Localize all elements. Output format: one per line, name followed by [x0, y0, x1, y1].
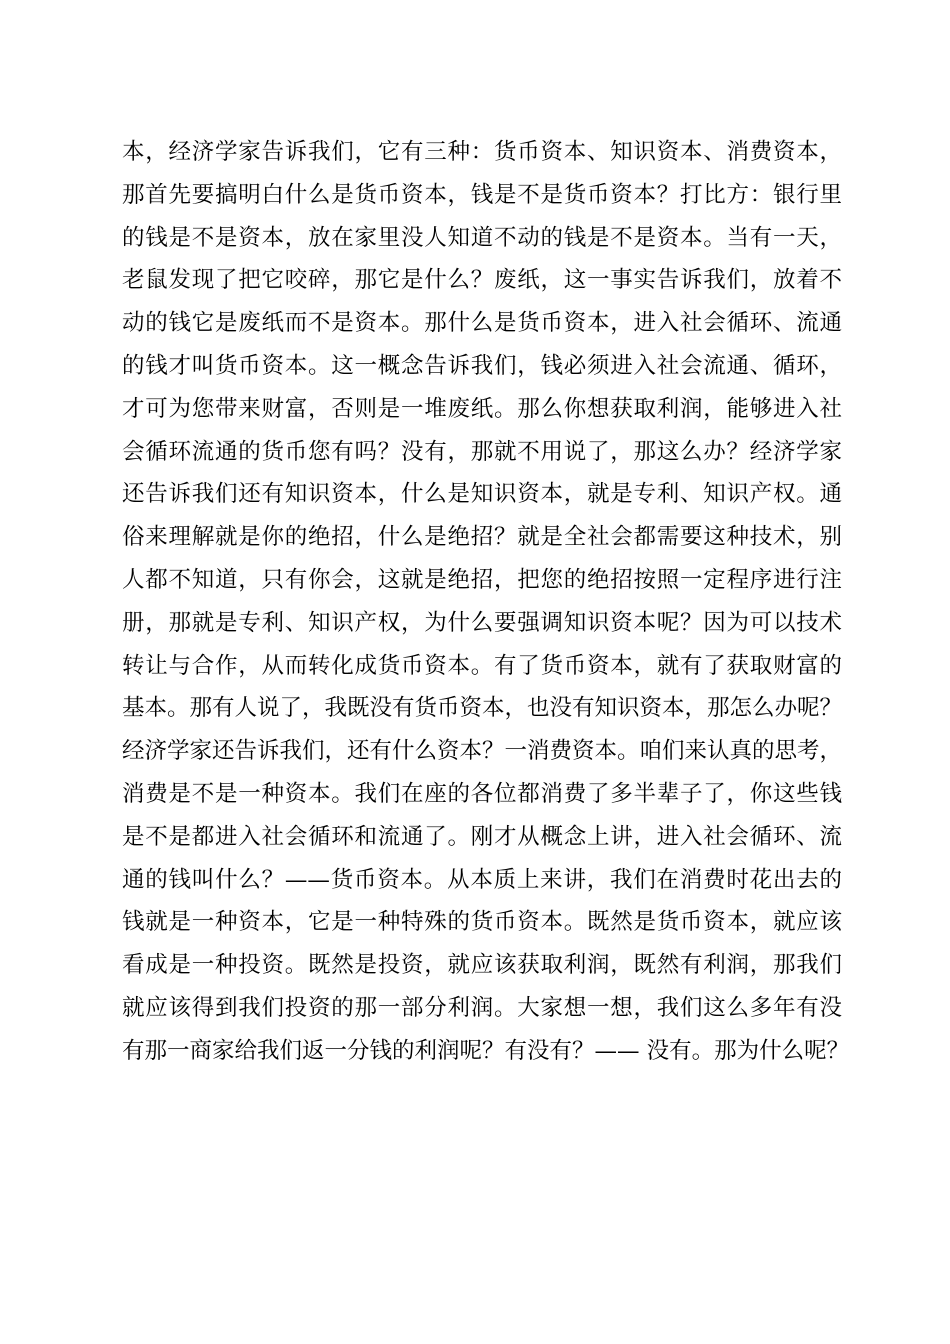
text-line: 册，那就是专利、知识产权，为什么要强调知识资本呢？因为可以技术 — [122, 609, 842, 636]
text-line: 俗来理解就是你的绝招，什么是绝招？就是全社会都需要这种技术，别 — [122, 524, 842, 551]
text-line: 是不是都进入社会循环和流通了。刚才从概念上讲，进入社会循环、流 — [122, 823, 842, 850]
body-paragraph — [122, 131, 850, 1073]
text-line: 经济学家还告诉我们，还有什么资本？一消费资本。咱们来认真的思考， — [122, 738, 843, 765]
text-line: 钱就是一种资本，它是一种特殊的货币资本。既然是货币资本，就应该 — [122, 909, 842, 936]
text-line: 人都不知道，只有你会，这就是绝招，把您的绝招按照一定程序进行注 — [122, 566, 842, 593]
text-line: 那首先要搞明白什么是货币资本，钱是不是货币资本？打比方：银行里 — [122, 181, 842, 208]
text-line: 动的钱它是废纸而不是资本。那什么是货币资本，进入社会循环、流通 — [122, 310, 842, 337]
text-line: 的钱才叫货币资本。这一概念告诉我们，钱必须进入社会流通、循环， — [122, 352, 842, 379]
text-line: 看成是一种投资。既然是投资，就应该获取利润，既然有利润，那我们 — [122, 952, 842, 979]
text-line: 转让与合作，从而转化成货币资本。有了货币资本，就有了获取财富的 — [122, 652, 842, 679]
text-line: 通的钱叫什么？——货币资本。从本质上来讲，我们在消费时花出去的 — [122, 866, 842, 893]
text-line: 消费是不是一种资本。我们在座的各位都消费了多半辈子了，你这些钱 — [122, 780, 842, 807]
text-line: 本，经济学家告诉我们，它有三种：货币资本、知识资本、消费资本， — [122, 139, 842, 165]
text-line: 就应该得到我们投资的那一部分利润。大家想一想，我们这么多年有没 — [122, 994, 842, 1021]
text-line: 有那一商家给我们返一分钱的利润呢？有没有？—— 没有。那为什么呢？ — [122, 1037, 850, 1064]
text-line: 会循环流通的货币您有吗？没有，那就不用说了，那这么办？经济学家 — [122, 438, 842, 465]
text-line: 基本。那有人说了，我既没有货币资本，也没有知识资本，那怎么办呢？ — [122, 695, 843, 722]
text-line: 老鼠发现了把它咬碎，那它是什么？废纸，这一事实告诉我们，放着不 — [122, 267, 842, 294]
text-line: 才可为您带来财富，否则是一堆废纸。那么你想获取利润，能够进入社 — [122, 395, 842, 422]
text-line: 的钱是不是资本，放在家里没人知道不动的钱是不是资本。当有一天， — [122, 224, 842, 251]
text-line: 还告诉我们还有知识资本，什么是知识资本，就是专利、知识产权。通 — [122, 481, 842, 508]
